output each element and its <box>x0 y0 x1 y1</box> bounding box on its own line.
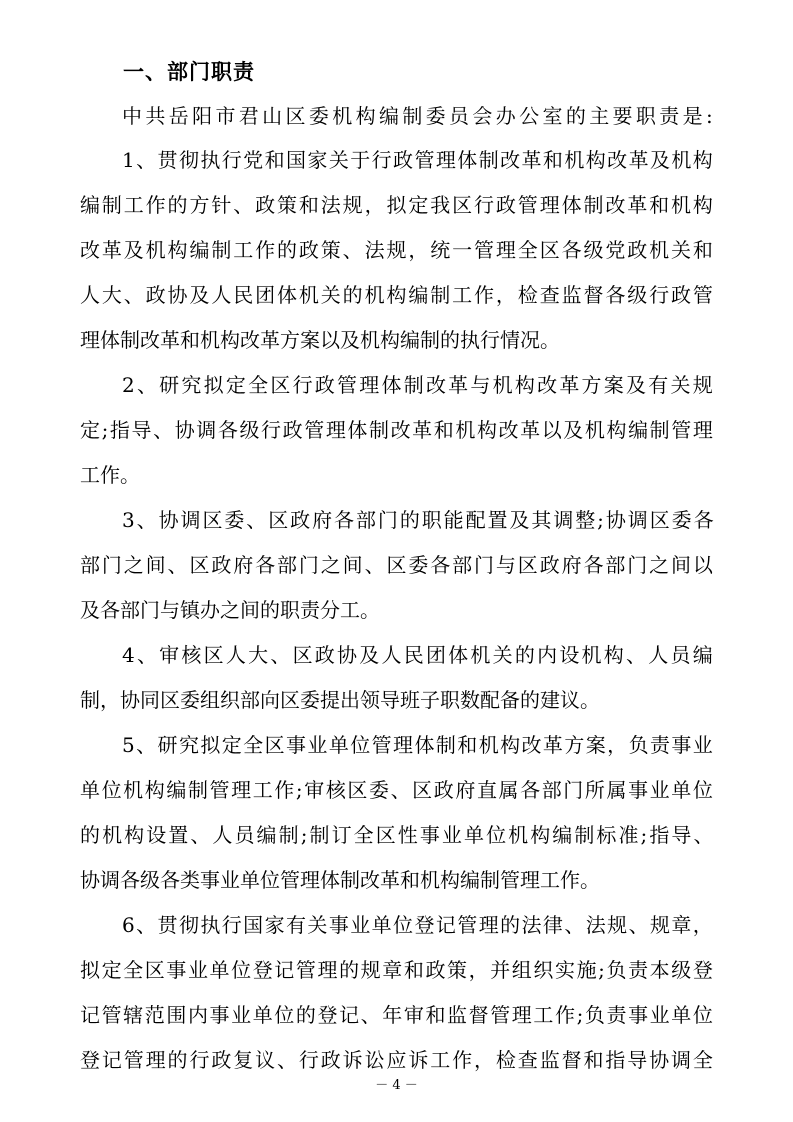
text-line: 定;指导、协调各级行政管理体制改革和机构改革以及机构编制管理 <box>80 418 715 442</box>
text-line: 4、审核区人大、区政协及人民团体机关的内设机构、人员编 <box>122 643 715 667</box>
text-line: 编制工作的方针、政策和法规，拟定我区行政管理体制改革和机构 <box>80 193 715 217</box>
text-line: 5、研究拟定全区事业单位管理体制和机构改革方案，负责事业 <box>122 733 715 757</box>
text-line: 及各部门与镇办之间的职责分工。 <box>80 598 380 622</box>
text-line: 1、贯彻执行党和国家关于行政管理体制改革和机构改革及机构 <box>122 148 715 172</box>
text-line: 的机构设置、人员编制;制订全区性事业单位机构编制标准;指导、 <box>80 823 716 847</box>
text-line: 工作。 <box>80 463 140 487</box>
text-line: 中共岳阳市君山区委机构编制委员会办公室的主要职责是: <box>122 104 717 128</box>
text-line: 理体制改革和机构改革方案以及机构编制的执行情况。 <box>80 328 560 352</box>
section-heading: 一、部门职责 <box>123 60 255 84</box>
text-line: 3、协调区委、区政府各部门的职能配置及其调整;协调区委各 <box>122 508 716 532</box>
text-line: 拟定全区事业单位登记管理的规章和政策，并组织实施;负责本级登 <box>80 958 715 982</box>
text-line: 制，协同区委组织部向区委提出领导班子职数配备的建议。 <box>80 688 600 712</box>
text-line: 单位机构编制管理工作;审核区委、区政府直属各部门所属事业单位 <box>80 778 715 802</box>
text-line: 记管辖范围内事业单位的登记、年审和监督管理工作;负责事业单位 <box>80 1003 715 1027</box>
text-line: 协调各级各类事业单位管理体制改革和机构编制管理工作。 <box>80 868 600 892</box>
page-number: － 4 － <box>375 1078 418 1093</box>
text-line: 改革及机构编制工作的政策、法规，统一管理全区各级党政机关和 <box>80 238 715 262</box>
text-line: 2、研究拟定全区行政管理体制改革与机构改革方案及有关规 <box>122 373 715 397</box>
text-line: 6、贯彻执行国家有关事业单位登记管理的法律、法规、规章， <box>122 913 715 937</box>
text-line: 部门之间、区政府各部门之间、区委各部门与区政府各部门之间以 <box>80 553 715 577</box>
text-line: 人大、政协及人民团体机关的机构编制工作，检查监督各级行政管 <box>80 283 715 307</box>
text-line: 登记管理的行政复议、行政诉讼应诉工作，检查监督和指导协调全 <box>80 1048 715 1072</box>
